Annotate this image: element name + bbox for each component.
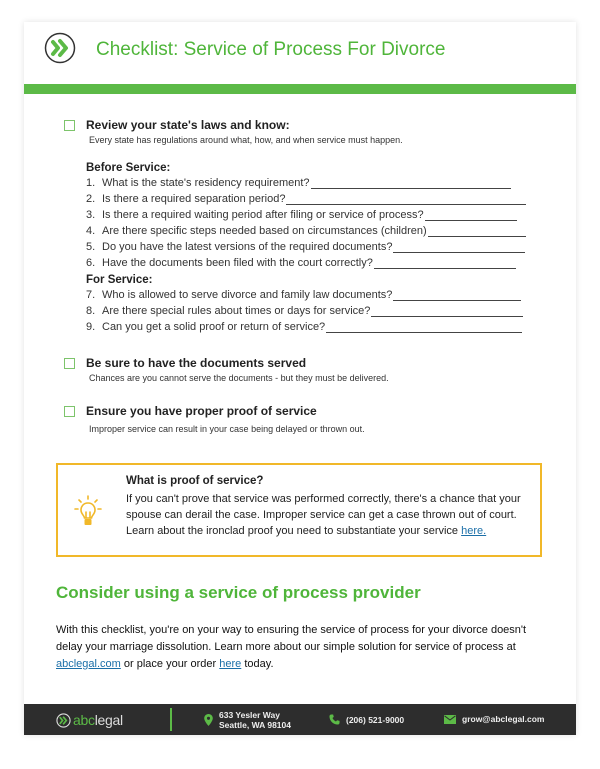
lightbulb-icon <box>73 495 103 529</box>
footer-logo-text <box>73 712 123 728</box>
question-number: 6. <box>86 257 96 269</box>
question-row <box>86 321 522 333</box>
answer-line[interactable] <box>326 323 522 333</box>
question-number: 8. <box>86 305 96 317</box>
tip-text: If you can't prove that service was performed correctly, there's a chance that your spouse can derail the case. Improper service can get a case thrown out of court. Learn about the ironclad proof you need to substantiate your service <box>126 493 521 537</box>
checklist-page <box>24 22 576 735</box>
logo-abc: abc <box>73 712 95 728</box>
checkbox[interactable] <box>64 406 75 417</box>
question-text: Do you have the latest versions of the required documents? <box>102 241 393 253</box>
cta-body <box>56 622 546 673</box>
page-title: Checklist: Service of Process For Divorce <box>96 39 446 60</box>
answer-line[interactable] <box>393 291 521 301</box>
answer-line[interactable] <box>425 211 517 221</box>
cta-text: With this checklist, you're on your way to ensuring the service of process for your divorce doesn't delay your marriage dissolution. Learn more about our simple solution for service of process at <box>56 624 527 653</box>
footer <box>24 704 576 735</box>
question-text: Have the documents been filed with the court correctly? <box>102 257 373 269</box>
question-number: 3. <box>86 209 96 221</box>
cta-title: Consider using a service of process provider <box>56 583 421 602</box>
address-line-2: Seattle, WA 98104 <box>219 720 291 730</box>
question-row <box>86 241 525 253</box>
question-text: Can you get a solid proof or return of service? <box>102 321 326 333</box>
question-row <box>86 177 511 189</box>
question-row <box>86 193 526 205</box>
question-text: Is there a required waiting period after filing or service of process? <box>102 209 424 221</box>
email-address[interactable]: grow@abclegal.com <box>462 714 545 724</box>
footer-logo <box>56 712 123 728</box>
cta-text: or place your order <box>120 658 220 670</box>
question-text: Are there special rules about times or days for service? <box>102 305 371 317</box>
order-here-link[interactable]: here <box>219 658 242 670</box>
address-line-1: 633 Yesler Way <box>219 710 280 720</box>
question-row <box>86 289 521 301</box>
header-divider <box>24 84 576 94</box>
question-text: Who is allowed to serve divorce and family law documents? <box>102 289 393 301</box>
footer-divider <box>170 708 172 731</box>
question-text: What is the state's residency requirement? <box>102 177 310 189</box>
abclegal-link[interactable]: abclegal.com <box>56 658 121 670</box>
checklist-item-subtitle: Improper service can result in your case being delayed or thrown out. <box>89 424 365 434</box>
question-text: Are there specific steps needed based on circumstances (children) <box>102 225 427 237</box>
tip-body <box>126 491 534 539</box>
double-chevron-right-icon <box>44 32 76 64</box>
question-number: 2. <box>86 193 96 205</box>
question-number: 9. <box>86 321 96 333</box>
answer-line[interactable] <box>371 307 523 317</box>
checklist-item-title: Review your state's laws and know: <box>86 118 290 132</box>
proof-of-service-tip <box>56 463 542 557</box>
before-service-heading: Before Service: <box>86 162 171 174</box>
footer-phone <box>329 714 404 725</box>
phone-number[interactable]: (206) 521-9000 <box>346 714 405 725</box>
answer-line[interactable] <box>393 243 525 253</box>
question-number: 5. <box>86 241 96 253</box>
tip-title: What is proof of service? <box>126 475 264 487</box>
double-chevron-right-icon <box>56 713 71 728</box>
question-row <box>86 225 526 237</box>
question-row <box>86 305 523 317</box>
footer-email <box>444 714 544 724</box>
map-pin-icon <box>204 714 213 726</box>
question-number: 7. <box>86 289 96 301</box>
checkbox[interactable] <box>64 120 75 131</box>
cta-text: today. <box>241 658 274 670</box>
answer-line[interactable] <box>374 259 516 269</box>
tip-here-link[interactable]: here. <box>461 525 487 537</box>
checklist-item-subtitle: Chances are you cannot serve the documents - but they must be delivered. <box>89 373 389 383</box>
checklist-item-subtitle: Every state has regulations around what, how, and when service must happen. <box>89 135 403 145</box>
question-number: 4. <box>86 225 96 237</box>
phone-icon <box>329 714 340 725</box>
answer-line[interactable] <box>286 195 526 205</box>
checkbox[interactable] <box>64 358 75 369</box>
answer-line[interactable] <box>428 227 526 237</box>
question-row <box>86 257 516 269</box>
logo-legal: legal <box>94 712 123 728</box>
question-number: 1. <box>86 177 96 189</box>
for-service-heading: For Service: <box>86 274 153 286</box>
question-row <box>86 209 517 221</box>
envelope-icon <box>444 715 456 724</box>
footer-address <box>204 710 291 730</box>
page-header <box>24 22 576 84</box>
checklist-item-title: Be sure to have the documents served <box>86 356 307 370</box>
checklist-item-title: Ensure you have proper proof of service <box>86 404 317 418</box>
question-text: Is there a required separation period? <box>102 193 286 205</box>
answer-line[interactable] <box>311 179 511 189</box>
